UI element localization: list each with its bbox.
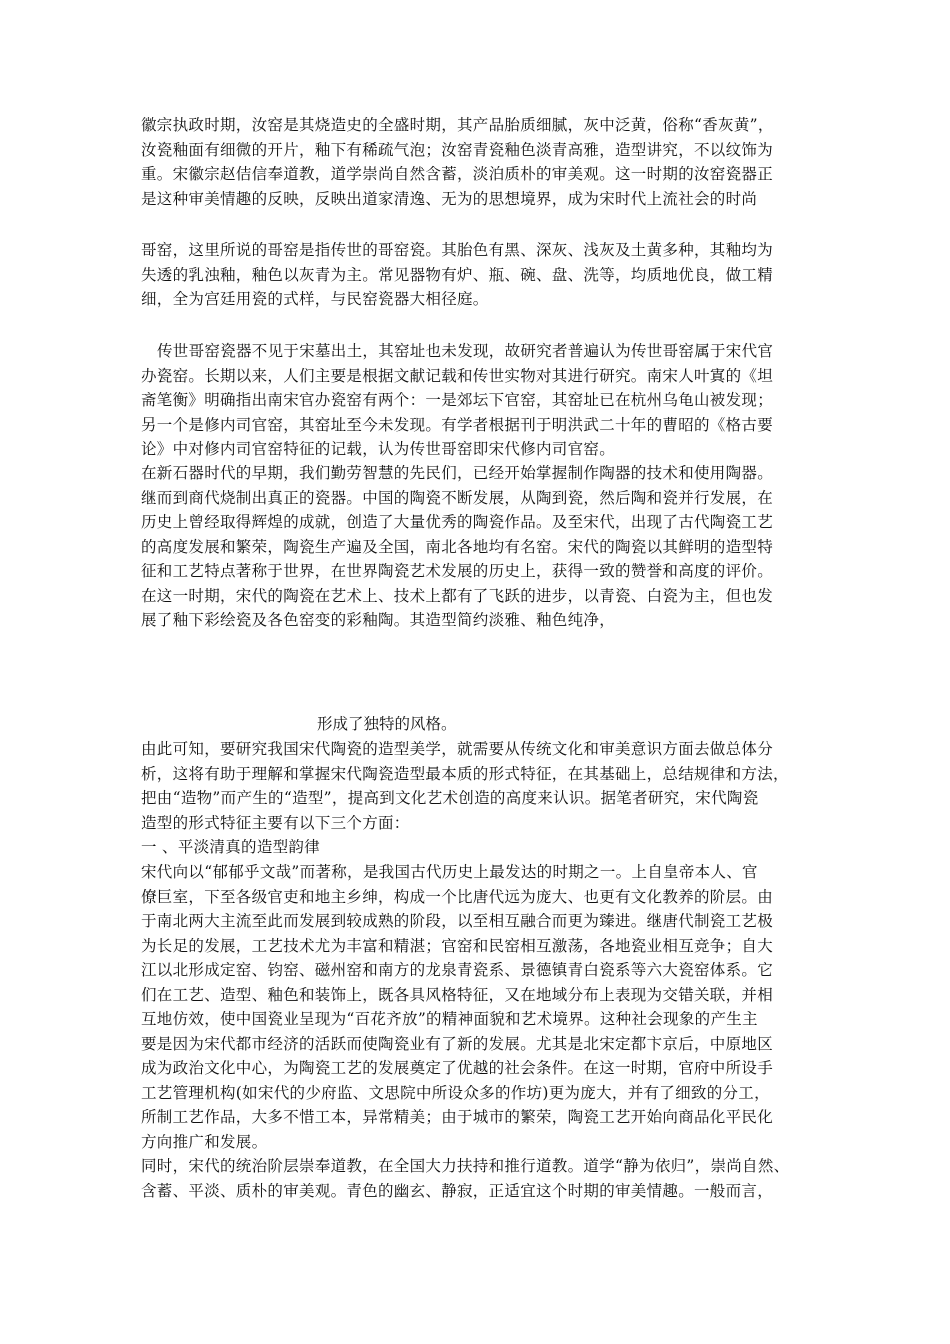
text-line: 由此可知，要研究我国宋代陶瓷的造型美学，就需要从传统文化和审美意识方面去做总体分: [141, 740, 774, 758]
text-line: 细，全为宫廷用瓷的式样，与民窑瓷器大相径庭。: [141, 290, 489, 308]
text-line: 造型的形式特征主要有以下三个方面：: [141, 813, 410, 832]
text-line: 于南北两大主流至此而发展到较成熟的阶段，以至相互融合而更为臻进。继唐代制瓷工艺极: [141, 912, 774, 930]
text-line: 传世哥窑瓷器不见于宋墓出土，其窑址也未发现，故研究者普遍认为传世哥窑属于宋代官: [157, 342, 774, 360]
text-line: 历史上曾经取得辉煌的成就，创造了大量优秀的陶瓷作品。及至宋代，出现了古代陶瓷工艺: [141, 513, 774, 531]
text-line: 要是因为宋代都市经济的活跃而使陶瓷业有了新的发展。尤其是北宋定都卞京后，中原地区: [141, 1034, 774, 1053]
paragraph-ru-kiln: [141, 113, 813, 211]
text-line: 宋代向以“郁郁乎文哉”而著称，是我国古代历史上最发达的时期之一。上自皇帝本人、官: [141, 863, 758, 881]
centered-text-line: 形成了独特的风格。: [317, 715, 457, 733]
text-line: 所制工艺作品，大多不惜工本，异常精美；由于城市的繁荣，陶瓷工艺开始向商品化平民化: [141, 1108, 774, 1126]
text-line: 把由“造物”而产生的“造型”，提高到文化艺术创造的高度来认识。据笔者研究，宋代陶瓷: [141, 789, 759, 807]
text-line: 征和工艺特点著称于世界，在世界陶瓷艺术发展的历史上，获得一致的赞誉和高度的评价。: [141, 562, 774, 580]
text-line: 继而到商代烧制出真正的瓷器。中国的陶瓷不断发展，从陶到瓷，然后陶和瓷并行发展，在: [141, 488, 774, 507]
text-line: 重。宋徽宗赵佶信奉道教，道学崇尚自然含蓄，淡泊质朴的审美观。这一时期的汝窑瓷器正: [141, 165, 774, 183]
paragraph-song-culture: [141, 860, 813, 1154]
text-line: 含蓄、平淡、质朴的审美观。青色的幽玄、静寂，正适宜这个时期的审美情趣。一般而言，: [141, 1181, 774, 1200]
paragraph-ge-kiln: [141, 238, 813, 312]
paragraph-taoism: [141, 1154, 813, 1203]
text-line: 汝瓷釉面有细微的开片，釉下有稀疏气泡；汝窑青瓷釉色淡青高雅，造型讲究，不以纹饰为: [141, 140, 774, 159]
text-line: 们在工艺、造型、釉色和装饰上，既各具风格特征，又在地域分布上表现为交错关联，并相: [141, 985, 774, 1004]
text-line: 同时，宋代的统治阶层崇奉道教，在全国大力扶持和推行道教。道学“静为依归”，崇尚自然、: [141, 1157, 790, 1175]
paragraph-form-aesthetics: [141, 737, 813, 835]
text-line: 失透的乳浊釉，釉色以灰青为主。常见器物有炉、瓶、碗、盘、洗等，均质地优良，做工精: [141, 265, 774, 284]
text-line: 工艺管理机构(如宋代的少府监、文思院中所设众多的作坊)更为庞大，并有了细致的分工，: [141, 1083, 770, 1102]
text-line: 论》中对修内司官窑特征的记载，认为传世哥窑即宋代修内司官窑。: [141, 440, 616, 458]
heading-text: 一 、平淡清真的造型韵律: [141, 838, 321, 856]
paragraph-ge-kiln-origin: [141, 339, 813, 462]
text-line: 哥窑，这里所说的哥窑是指传世的哥窑瓷。其胎色有黑、深灰、浅灰及土黄多种，其釉均为: [141, 241, 774, 259]
text-line: 互地仿效，使中国瓷业呈现为“百花齐放”的精神面貌和艺术境界。这种社会现象的产生主: [141, 1010, 758, 1028]
text-line: 徽宗执政时期，汝窑是其烧造史的全盛时期，其产品胎质细腻，灰中泛黄，俗称“香灰黄”，: [141, 116, 774, 134]
text-line: 另一个是修内司官窑，其窑址至今未发现。有学者根据刊于明洪武二十年的曹昭的《格古要: [141, 415, 774, 434]
text-line: 僚巨室，下至各级官吏和地主乡绅，构成一个比唐代远为庞大、也更有文化教养的阶层。由: [141, 887, 774, 906]
text-line: 成为政治文化中心，为陶瓷工艺的发展奠定了优越的社会条件。在这一时期，官府中所设手: [141, 1059, 774, 1077]
text-line: 斋笔衡》明确指出南宋官办瓷窑有两个：一是郊坛下官窑，其窑址已在杭州乌龟山被发现；: [141, 391, 774, 409]
text-line: 为长足的发展，工艺技术尤为丰富和精湛；官窑和民窑相互激荡，各地瓷业相互竞争；自大: [141, 936, 774, 955]
text-line: 是这种审美情趣的反映，反映出道家清逸、无为的思想境界，成为宋时代上流社会的时尚: [141, 189, 758, 208]
text-line: 在新石器时代的早期，我们勤劳智慧的先民们，已经开始掌握制作陶器的技术和使用陶器。: [141, 464, 774, 482]
text-line: 展了釉下彩绘瓷及各色窑变的彩釉陶。其造型简约淡雅、釉色纯净，: [141, 611, 616, 629]
text-line: 江以北形成定窑、钧窑、磁州窑和南方的龙泉青瓷系、景德镇青白瓷系等六大瓷窑体系。它: [141, 961, 774, 979]
text-line: 办瓷窑。长期以来，人们主要是根据文献记载和传世实物对其进行研究。南宋人叶寘的《坦: [141, 366, 774, 385]
text-line: 在这一时期，宋代的陶瓷在艺术上、技术上都有了飞跃的进步，以青瓷、白瓷为主，但也发: [141, 586, 774, 605]
text-line: 方向推广和发展。: [141, 1132, 268, 1151]
text-line: 析，这将有助于理解和掌握宋代陶瓷造型最本质的形式特征，在其基础上，总结规律和方法，: [141, 764, 789, 783]
paragraph-ceramics-history: [141, 461, 813, 633]
text-line: 的高度发展和繁荣，陶瓷生产遍及全国，南北各地均有名窑。宋代的陶瓷以其鲜明的造型特: [141, 537, 774, 556]
section-heading: [141, 835, 813, 860]
